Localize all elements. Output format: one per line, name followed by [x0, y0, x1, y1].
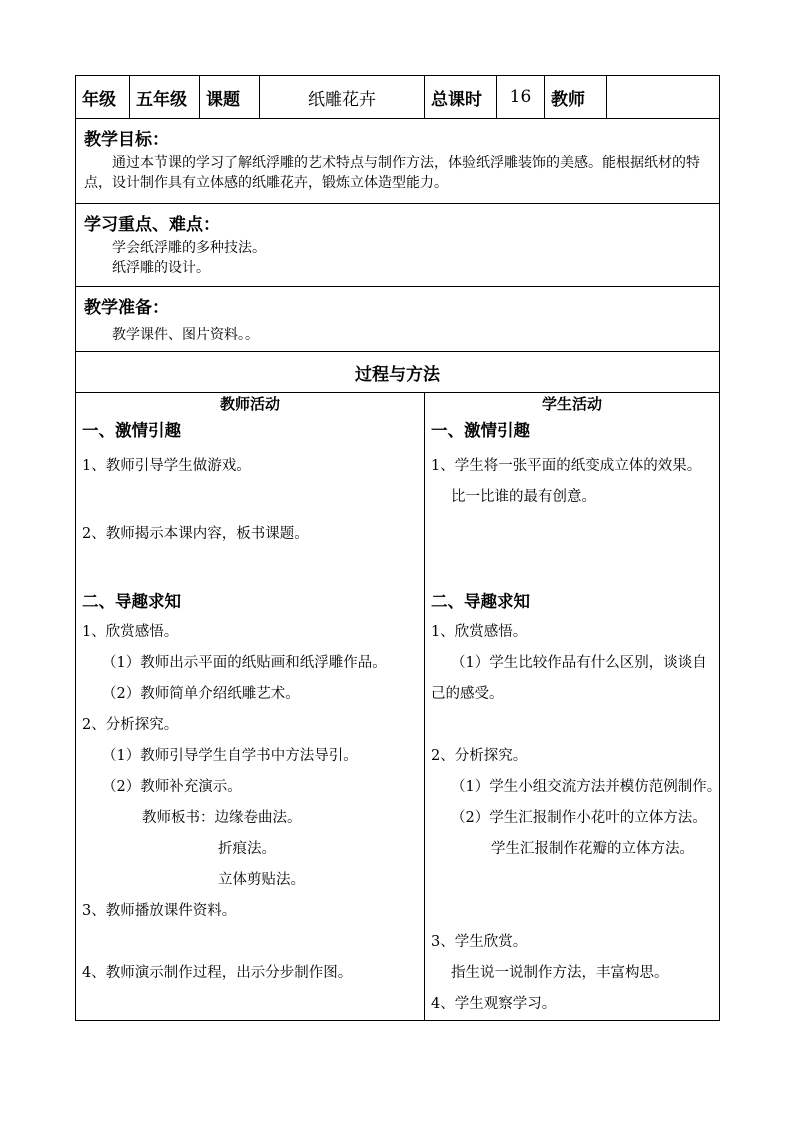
key-point-2: 纸浮雕的设计。 [112, 260, 210, 276]
teacher-item: 2、教师揭示本课内容，板书课题。 [82, 526, 309, 542]
student-item: （1）学生比较作品有什么区别，谈谈自己的感受。 [431, 655, 707, 702]
student-section-2-title: 二、导趣求知 [431, 592, 530, 611]
teacher-value [607, 76, 720, 119]
header-row [76, 76, 720, 119]
teacher-item: 2、分析探究。 [82, 717, 179, 733]
hours-value: 16 [497, 76, 545, 119]
teacher-item: 教师板书：边缘卷曲法。 [142, 810, 302, 826]
objectives-title: 教学目标： [84, 130, 169, 150]
student-activity-head: 学生活动 [425, 393, 720, 416]
teacher-item: 1、欣赏感悟。 [82, 624, 179, 640]
hours-label: 总课时 [425, 76, 497, 119]
teacher-item: （1）教师出示平面的纸贴画和纸浮雕作品。 [102, 655, 387, 671]
student-item: （1）学生小组交流方法并模仿范例制作。 [451, 779, 722, 795]
objectives-row [76, 119, 720, 204]
student-activity-column [425, 415, 720, 1021]
teacher-label: 教师 [545, 76, 607, 119]
student-item: 比一比谁的最有创意。 [451, 489, 596, 505]
activity-body-row [76, 415, 720, 1021]
objectives-text: 通过本节课的学习了解纸浮雕的艺术特点与制作方法，体验纸浮雕装饰的美感。能根据纸材的特点，设计制作具有立体感的纸雕花卉，锻炼立体造型能力。 [84, 155, 700, 191]
teacher-activity-column [76, 415, 425, 1021]
teacher-item: 折痕法。 [218, 841, 276, 857]
grade-label: 年级 [76, 76, 130, 119]
process-title: 过程与方法 [76, 352, 720, 393]
lesson-plan-table [75, 75, 720, 1021]
student-item: 指生说一说制作方法，丰富构思。 [451, 965, 669, 981]
grade-value: 五年级 [130, 76, 200, 119]
teacher-section-2-title: 二、导趣求知 [82, 592, 181, 611]
student-item: 1、欣赏感悟。 [431, 624, 528, 640]
lesson-plan [75, 75, 722, 1021]
student-item: （2）学生汇报制作小花叶的立体方法。 [451, 810, 707, 826]
activity-head-row [76, 393, 720, 416]
teacher-item: （1）教师引导学生自学书中方法导引。 [102, 748, 358, 764]
key-points-title: 学习重点、难点： [84, 215, 220, 235]
student-item: 学生汇报制作花瓣的立体方法。 [491, 841, 694, 857]
process-title-row [76, 352, 720, 393]
key-points-row [76, 204, 720, 287]
teacher-item: （2）教师补充演示。 [102, 779, 242, 795]
preparation-text: 教学课件、图片资料。。 [112, 327, 259, 343]
student-item: 1、学生将一张平面的纸变成立体的效果。 [431, 458, 702, 474]
teacher-item: 立体剪贴法。 [218, 872, 305, 888]
student-item: 3、学生欣赏。 [431, 934, 528, 950]
topic-value: 纸雕花卉 [260, 76, 425, 119]
teacher-item: 3、教师播放课件资料。 [82, 903, 237, 919]
topic-label: 课题 [200, 76, 260, 119]
student-item: 4、学生观察学习。 [431, 996, 557, 1012]
teacher-section-1-title: 一、激情引趣 [82, 421, 181, 440]
key-point-1: 学会纸浮雕的多种技法。 [112, 240, 266, 256]
preparation-row [76, 287, 720, 352]
teacher-activity-head: 教师活动 [76, 393, 425, 416]
preparation-title: 教学准备： [84, 298, 169, 318]
teacher-item: 1、教师引导学生做游戏。 [82, 458, 251, 474]
teacher-item: 4、教师演示制作过程，出示分步制作图。 [82, 965, 353, 981]
teacher-item: （2）教师简单介绍纸雕艺术。 [102, 686, 300, 702]
student-section-1-title: 一、激情引趣 [431, 421, 530, 440]
student-item: 2、分析探究。 [431, 748, 528, 764]
